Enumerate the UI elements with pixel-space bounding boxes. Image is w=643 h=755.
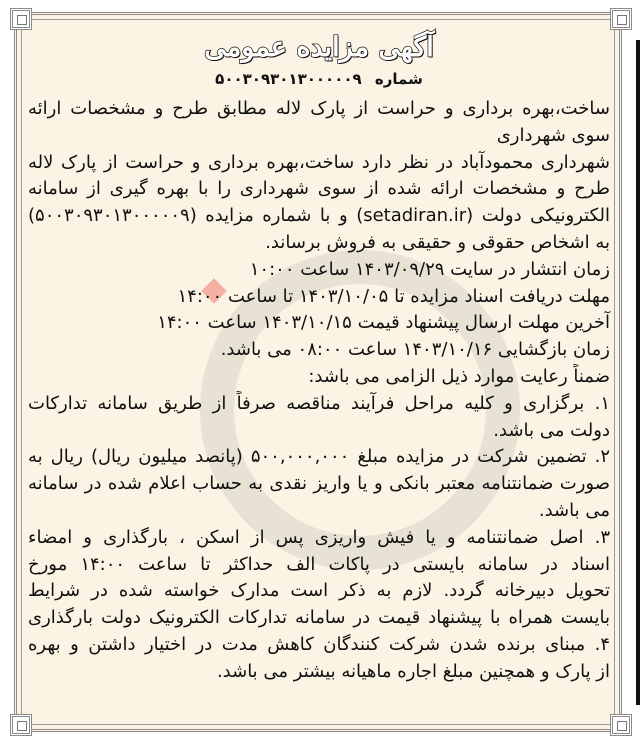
condition-item-1: ۱. برگزاری و کلیه مراحل فرآیند مناقصه صرفاً از طریق سامانه تدارکات	[28, 392, 610, 414]
condition-item-3: ۳. اصل ضمانتنامه و یا فیش واریزی پس از اسکن ، بارگذاری و امضاء	[28, 526, 610, 548]
ad-content	[24, 30, 614, 686]
body-line: تحویل دبیرخانه گردد. لازم به ذکر است مدارک خواسته شده در شرایط	[28, 580, 610, 602]
page-edge-line	[636, 40, 640, 705]
body-line: صورت ضمانتنامه معتبر بانکی و یا واریز نقدی به حساب اعلام شده در سامانه	[28, 473, 610, 495]
body-line: ضمناً رعایت موارد ذیل الزامی می باشد:	[308, 365, 610, 387]
frame-corner-ornament	[10, 714, 32, 736]
body-line: بایست همراه با پیشنهاد قیمت در سامانه تدارکات الکترونیک دولت بارگذاری	[28, 607, 610, 629]
auction-number-label: شماره	[374, 70, 423, 88]
condition-item-2: ۲. تضمین شرکت در مزایده مبلغ ۵۰۰,۰۰۰,۰۰۰ (پانصد میلیون ریال) ریال به	[28, 446, 610, 468]
opening-date-line: زمان بازگشایی ۱۴۰۳/۱۰/۱۶ ساعت ۰۸:۰۰ می باشد.	[220, 339, 610, 361]
condition-item-4: ۴. مبنای برنده شدن شرکت کنندگان کاهش مدت در اختیار داشتن و بهره	[28, 633, 610, 655]
frame-corner-ornament	[610, 8, 632, 30]
ad-title: آگهی مزایده عمومی	[204, 32, 434, 63]
body-line: الکترونیکی دولت (setadiran.ir) و با شماره مزایده (۵۰۰۳۰۹۳۰۱۳۰۰۰۰۰۹)	[28, 205, 610, 227]
body-line: از پارک و همچنین مبلغ اجاره ماهیانه بیشتر می باشد.	[216, 660, 610, 682]
body-line: طرح و مشخصات ارائه شده از سوی شهرداری را با بهره گیری از سامانه	[28, 178, 610, 200]
frame-corner-ornament	[10, 8, 32, 30]
body-line: به اشخاص حقوقی و حقیقی به فروش برساند.	[265, 231, 610, 253]
auction-number-value: ۵۰۰۳۰۹۳۰۱۳۰۰۰۰۰۹	[215, 70, 362, 88]
body-line: اسناد در سامانه بایستی در پاکات الف حداکثر تا ساعت ۱۴:۰۰ مورخ	[28, 553, 610, 575]
body-line: ساخت،بهره برداری و حراست از پارک لاله مطابق طرح و مشخصات ارائه	[28, 98, 610, 119]
body-line: شهرداری محمودآباد در نظر دارد ساخت،بهره برداری و حراست از پارک لاله	[28, 151, 610, 173]
auction-number	[24, 66, 614, 92]
publish-date-line: زمان انتشار در سایت ۱۴۰۳/۰۹/۲۹ ساعت ۱۰:۰۰	[249, 258, 610, 280]
document-deadline-line: مهلت دریافت اسناد مزایده تا ۱۴۰۳/۱۰/۰۵ تا ساعت ۱۴:۰۰	[177, 285, 610, 307]
body-line: دولت می باشد.	[493, 419, 610, 441]
body-line: می باشد.	[538, 499, 610, 521]
body-line: سوی شهرداری	[496, 124, 610, 146]
bid-deadline-line: آخرین مهلت ارسال پیشنهاد قیمت ۱۴۰۳/۱۰/۱۵ ساعت ۱۴:۰۰	[157, 312, 610, 334]
frame-corner-ornament	[610, 714, 632, 736]
